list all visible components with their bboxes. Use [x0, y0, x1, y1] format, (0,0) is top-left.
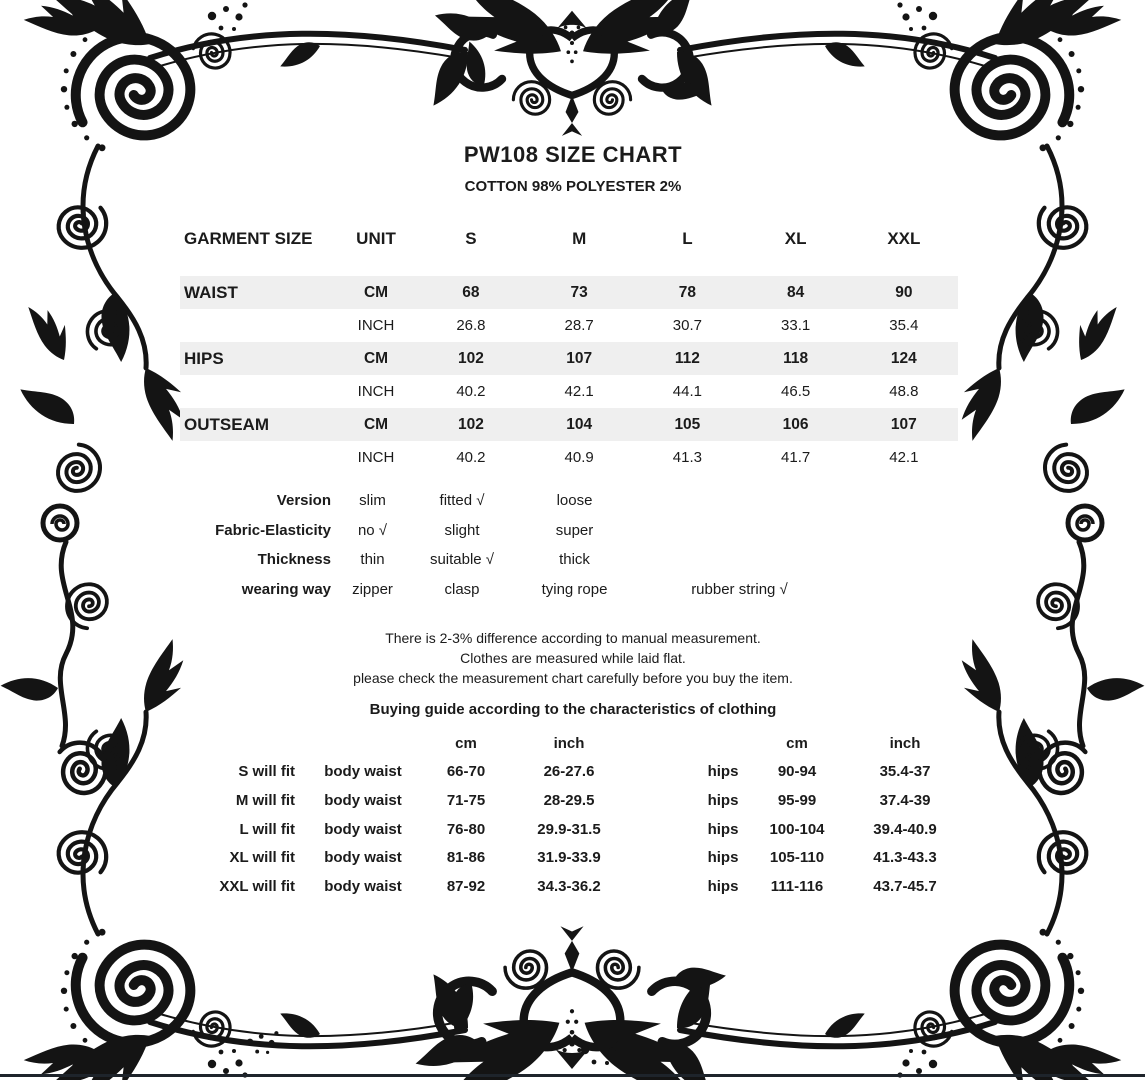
- guide-body-part: hips: [707, 820, 739, 838]
- attribute-option: slight: [444, 521, 480, 539]
- fabric-composition: COTTON 98% POLYESTER 2%: [464, 178, 682, 195]
- header-size-m: M: [572, 229, 587, 248]
- value-cell: 28.7: [564, 317, 594, 334]
- value-cell: 46.5: [781, 383, 811, 400]
- row-label: OUTSEAM: [184, 414, 269, 434]
- guide-inch-value: 39.4-40.9: [873, 820, 937, 838]
- header-size-xl: XL: [784, 229, 807, 248]
- guide-header-cm: cm: [455, 734, 477, 752]
- attribute-row-elasticity: [180, 516, 842, 546]
- attribute-option: loose: [556, 492, 593, 510]
- guide-body-part: hips: [707, 849, 739, 867]
- value-cell: 124: [890, 349, 917, 367]
- guide-cm-value: 100-104: [769, 820, 825, 838]
- value-cell: 35.4: [889, 317, 919, 334]
- value-cell: 68: [462, 283, 480, 301]
- unit-cell: INCH: [357, 317, 395, 334]
- value-cell: 106: [782, 415, 809, 433]
- attribute-option: slim: [359, 492, 386, 510]
- attribute-row-thickness: [180, 545, 842, 575]
- value-cell: 48.8: [889, 383, 919, 400]
- guide-body-part: body waist: [324, 820, 402, 838]
- header-size-l: L: [682, 229, 693, 248]
- value-cell: 90: [895, 283, 913, 301]
- attribute-option: no √: [357, 521, 388, 539]
- guide-cm-value: 66-70: [446, 763, 486, 781]
- table-row-waist-cm: [180, 276, 958, 309]
- header-garment-size: GARMENT SIZE: [184, 229, 313, 248]
- note-line: please check the measurement chart carefully before you buy the item.: [353, 670, 793, 686]
- value-cell: 40.2: [456, 383, 486, 400]
- guide-body-part: hips: [707, 791, 739, 809]
- attribute-option: zipper: [352, 580, 393, 598]
- attribute-label: Fabric-Elasticity: [215, 521, 331, 539]
- guide-cm-value: 105-110: [769, 849, 825, 867]
- buying-guide-table: [180, 729, 945, 901]
- value-cell: 112: [674, 349, 700, 367]
- table-row-hips-inch: [180, 375, 958, 408]
- value-cell: 33.1: [781, 317, 811, 334]
- guide-body-part: hips: [707, 763, 739, 781]
- guide-header-row: [180, 729, 945, 758]
- guide-size-label: S will fit: [238, 763, 295, 781]
- guide-row-l: [180, 815, 945, 844]
- guide-cm-value: 71-75: [446, 791, 486, 809]
- attribute-label: wearing way: [241, 580, 331, 598]
- guide-body-part: body waist: [324, 763, 402, 781]
- value-cell: 73: [570, 283, 588, 301]
- attribute-label: Version: [276, 492, 331, 510]
- value-cell: 105: [674, 415, 701, 433]
- attribute-label: Thickness: [257, 551, 331, 569]
- guide-cm-value: 76-80: [446, 820, 486, 838]
- value-cell: 84: [786, 283, 805, 301]
- guide-row-xxl: [180, 872, 945, 901]
- guide-body-part: body waist: [324, 849, 402, 867]
- attribute-row-version: [180, 486, 842, 516]
- measurement-notes: [180, 628, 966, 688]
- value-cell: 107: [890, 415, 917, 433]
- buying-guide-title: Buying guide according to the characteristics of clothing: [369, 701, 777, 718]
- guide-cm-value: 111-116: [770, 877, 824, 895]
- unit-cell: CM: [363, 283, 389, 301]
- note-line: Clothes are measured while laid flat.: [460, 650, 686, 666]
- guide-body-part: body waist: [324, 877, 402, 895]
- guide-size-label: XXL will fit: [219, 877, 295, 895]
- value-cell: 118: [783, 349, 809, 367]
- value-cell: 41.7: [781, 449, 811, 466]
- guide-body-part: hips: [707, 877, 739, 895]
- page-title: PW108 SIZE CHART: [463, 142, 683, 167]
- size-table-header-row: [180, 224, 958, 276]
- unit-cell: CM: [363, 415, 389, 433]
- guide-inch-value: 43.7-45.7: [873, 877, 937, 895]
- guide-inch-value: 28-29.5: [543, 791, 595, 809]
- guide-inch-value: 31.9-33.9: [537, 849, 601, 867]
- guide-inch-value: 35.4-37: [879, 763, 931, 781]
- value-cell: 42.1: [564, 383, 594, 400]
- note-line: There is 2-3% difference according to manual measurement.: [385, 630, 761, 646]
- guide-cm-value: 95-99: [777, 791, 817, 809]
- table-row-hips-cm: [180, 342, 958, 375]
- unit-cell: INCH: [357, 383, 395, 400]
- guide-inch-value: 34.3-36.2: [537, 877, 601, 895]
- attribute-option: clasp: [444, 580, 480, 598]
- header-unit: UNIT: [356, 229, 396, 248]
- guide-inch-value: 26-27.6: [543, 763, 595, 781]
- value-cell: 40.9: [564, 449, 594, 466]
- table-row-outseam-cm: [180, 408, 958, 441]
- attribute-row-wearing-way: [180, 575, 842, 605]
- table-row-waist-inch: [180, 309, 958, 342]
- value-cell: 102: [457, 415, 484, 433]
- attribute-option: tying rope: [541, 580, 608, 598]
- guide-header-cm: cm: [786, 734, 808, 752]
- value-cell: 78: [678, 283, 696, 301]
- value-cell: 42.1: [889, 449, 919, 466]
- row-label: WAIST: [184, 282, 238, 302]
- row-label: HIPS: [184, 348, 224, 368]
- attribute-option: thick: [559, 551, 590, 569]
- guide-row-xl: [180, 843, 945, 872]
- attribute-option: thin: [360, 551, 385, 569]
- attribute-option: rubber string √: [691, 580, 788, 598]
- value-cell: 41.3: [672, 449, 702, 466]
- guide-size-label: L will fit: [239, 820, 295, 838]
- guide-inch-value: 37.4-39: [879, 791, 931, 809]
- guide-inch-value: 29.9-31.5: [537, 820, 601, 838]
- header-size-xxl: XXL: [887, 229, 921, 248]
- guide-row-m: [180, 786, 945, 815]
- attribute-option: super: [555, 521, 594, 539]
- attribute-option: suitable √: [429, 551, 495, 569]
- value-cell: 40.2: [456, 449, 486, 466]
- guide-cm-value: 90-94: [777, 763, 817, 781]
- unit-cell: INCH: [357, 449, 395, 466]
- value-cell: 30.7: [672, 317, 702, 334]
- size-table: [180, 224, 958, 474]
- attribute-option: fitted √: [439, 492, 485, 510]
- guide-size-label: XL will fit: [229, 849, 295, 867]
- guide-cm-value: 87-92: [446, 877, 486, 895]
- value-cell: 26.8: [456, 317, 486, 334]
- value-cell: 44.1: [672, 383, 702, 400]
- table-row-outseam-inch: [180, 441, 958, 474]
- guide-body-part: body waist: [324, 791, 402, 809]
- guide-header-inch: inch: [553, 734, 585, 752]
- guide-row-s: [180, 758, 945, 787]
- guide-inch-value: 41.3-43.3: [873, 849, 937, 867]
- guide-cm-value: 81-86: [446, 849, 486, 867]
- bottom-border-line: [0, 1074, 1145, 1077]
- garment-attributes: [180, 486, 842, 604]
- header-size-s: S: [465, 229, 477, 248]
- value-cell: 104: [566, 415, 593, 433]
- guide-header-inch: inch: [889, 734, 921, 752]
- unit-cell: CM: [363, 349, 389, 367]
- value-cell: 102: [457, 349, 484, 367]
- guide-size-label: M will fit: [235, 791, 295, 809]
- value-cell: 107: [566, 349, 593, 367]
